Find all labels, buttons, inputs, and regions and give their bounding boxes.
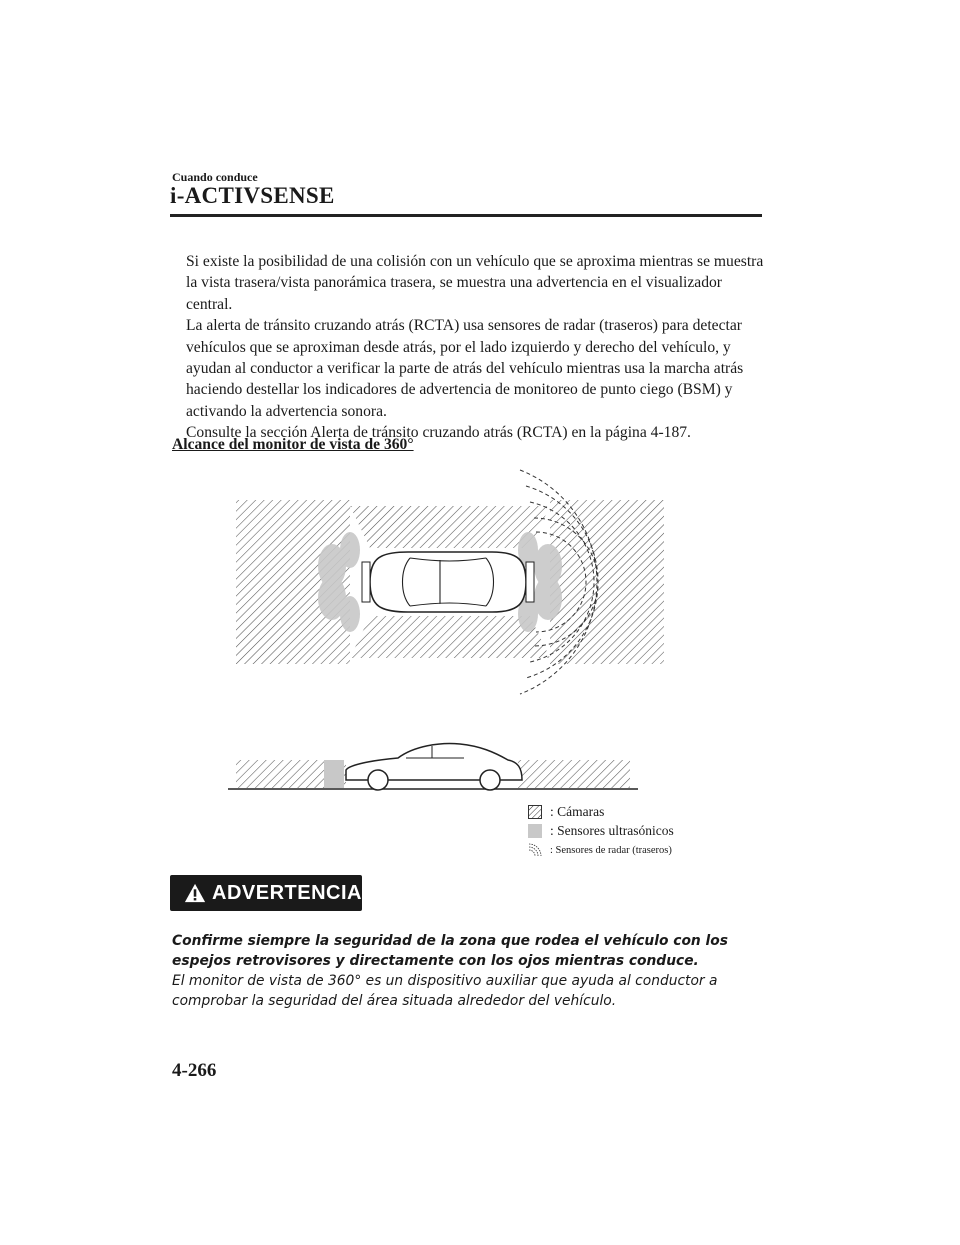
paragraph-rear-view-warning: Si existe la posibilidad de una colisión con un vehículo que se aproxima mientras se muestra la vista trasera/vista panorámica trasera, se muestra una advertencia en el visualizador central. (186, 253, 764, 313)
legend-row-ultrasonic (528, 822, 674, 840)
sensor-rear-center2 (534, 576, 562, 620)
legend-row-radar (528, 841, 674, 859)
warning-strong-text: Confirme siempre la seguridad de la zona que rodea el vehículo con los espejos retrovisores y directamente con los ojos mientras conduce. (172, 933, 728, 969)
warning-triangle-icon (184, 882, 206, 904)
warning-text: El monitor de vista de 360° es un dispositivo auxiliar que ayuda al conductor a comprobar la seguridad del área situada alrededor del vehículo. (172, 973, 718, 1009)
section-label: Cuando conduce (172, 170, 258, 184)
car-top-view (362, 552, 534, 612)
page-title: i-ACTIVSENSE (170, 183, 335, 208)
body-text (186, 251, 766, 444)
car-side-view (346, 744, 522, 790)
warning-label: ADVERTENCIA (212, 881, 362, 904)
camera-hatch-swatch (528, 805, 542, 819)
radar-arc-swatch (528, 843, 542, 857)
legend (528, 803, 674, 860)
sensor-front-left (340, 532, 360, 568)
warning-body (172, 931, 772, 1011)
sensor-front-right (340, 596, 360, 632)
ultrasonic-swatch (528, 824, 542, 838)
page-number: 4-266 (172, 1060, 217, 1081)
legend-ultrasonic-label: : Sensores ultrasónicos (550, 823, 674, 838)
diagram-top-view (230, 466, 670, 701)
camera-area-right (550, 500, 664, 664)
legend-radar-label: : Sensores de radar (traseros) (550, 844, 672, 856)
title-rule (170, 214, 762, 217)
paragraph-reference: Consulte la sección Alerta de tránsito cruzando atrás (RCTA) en la página 4-187. (186, 424, 691, 442)
diagram-side-view (228, 730, 638, 795)
legend-cameras-label: : Cámaras (550, 804, 605, 819)
paragraph-rcta: La alerta de tránsito cruzando atrás (RCTA) usa sensores de radar (traseros) para detectar vehículos que se aproximan desde atrás, por el lado izquierdo y derecho del vehículo, y ayudan al conductor a verificar la parte de atrás del vehículo mientras usa la marcha atrás haciendo destellar los indicadores de advertencia de monitoreo de punto ciego (BSM) y activando la advertencia sonora. (186, 317, 744, 420)
legend-row-cameras (528, 803, 674, 821)
subheading-360-range: Alcance del monitor de vista de 360° (172, 436, 414, 453)
warning-badge (170, 875, 362, 911)
